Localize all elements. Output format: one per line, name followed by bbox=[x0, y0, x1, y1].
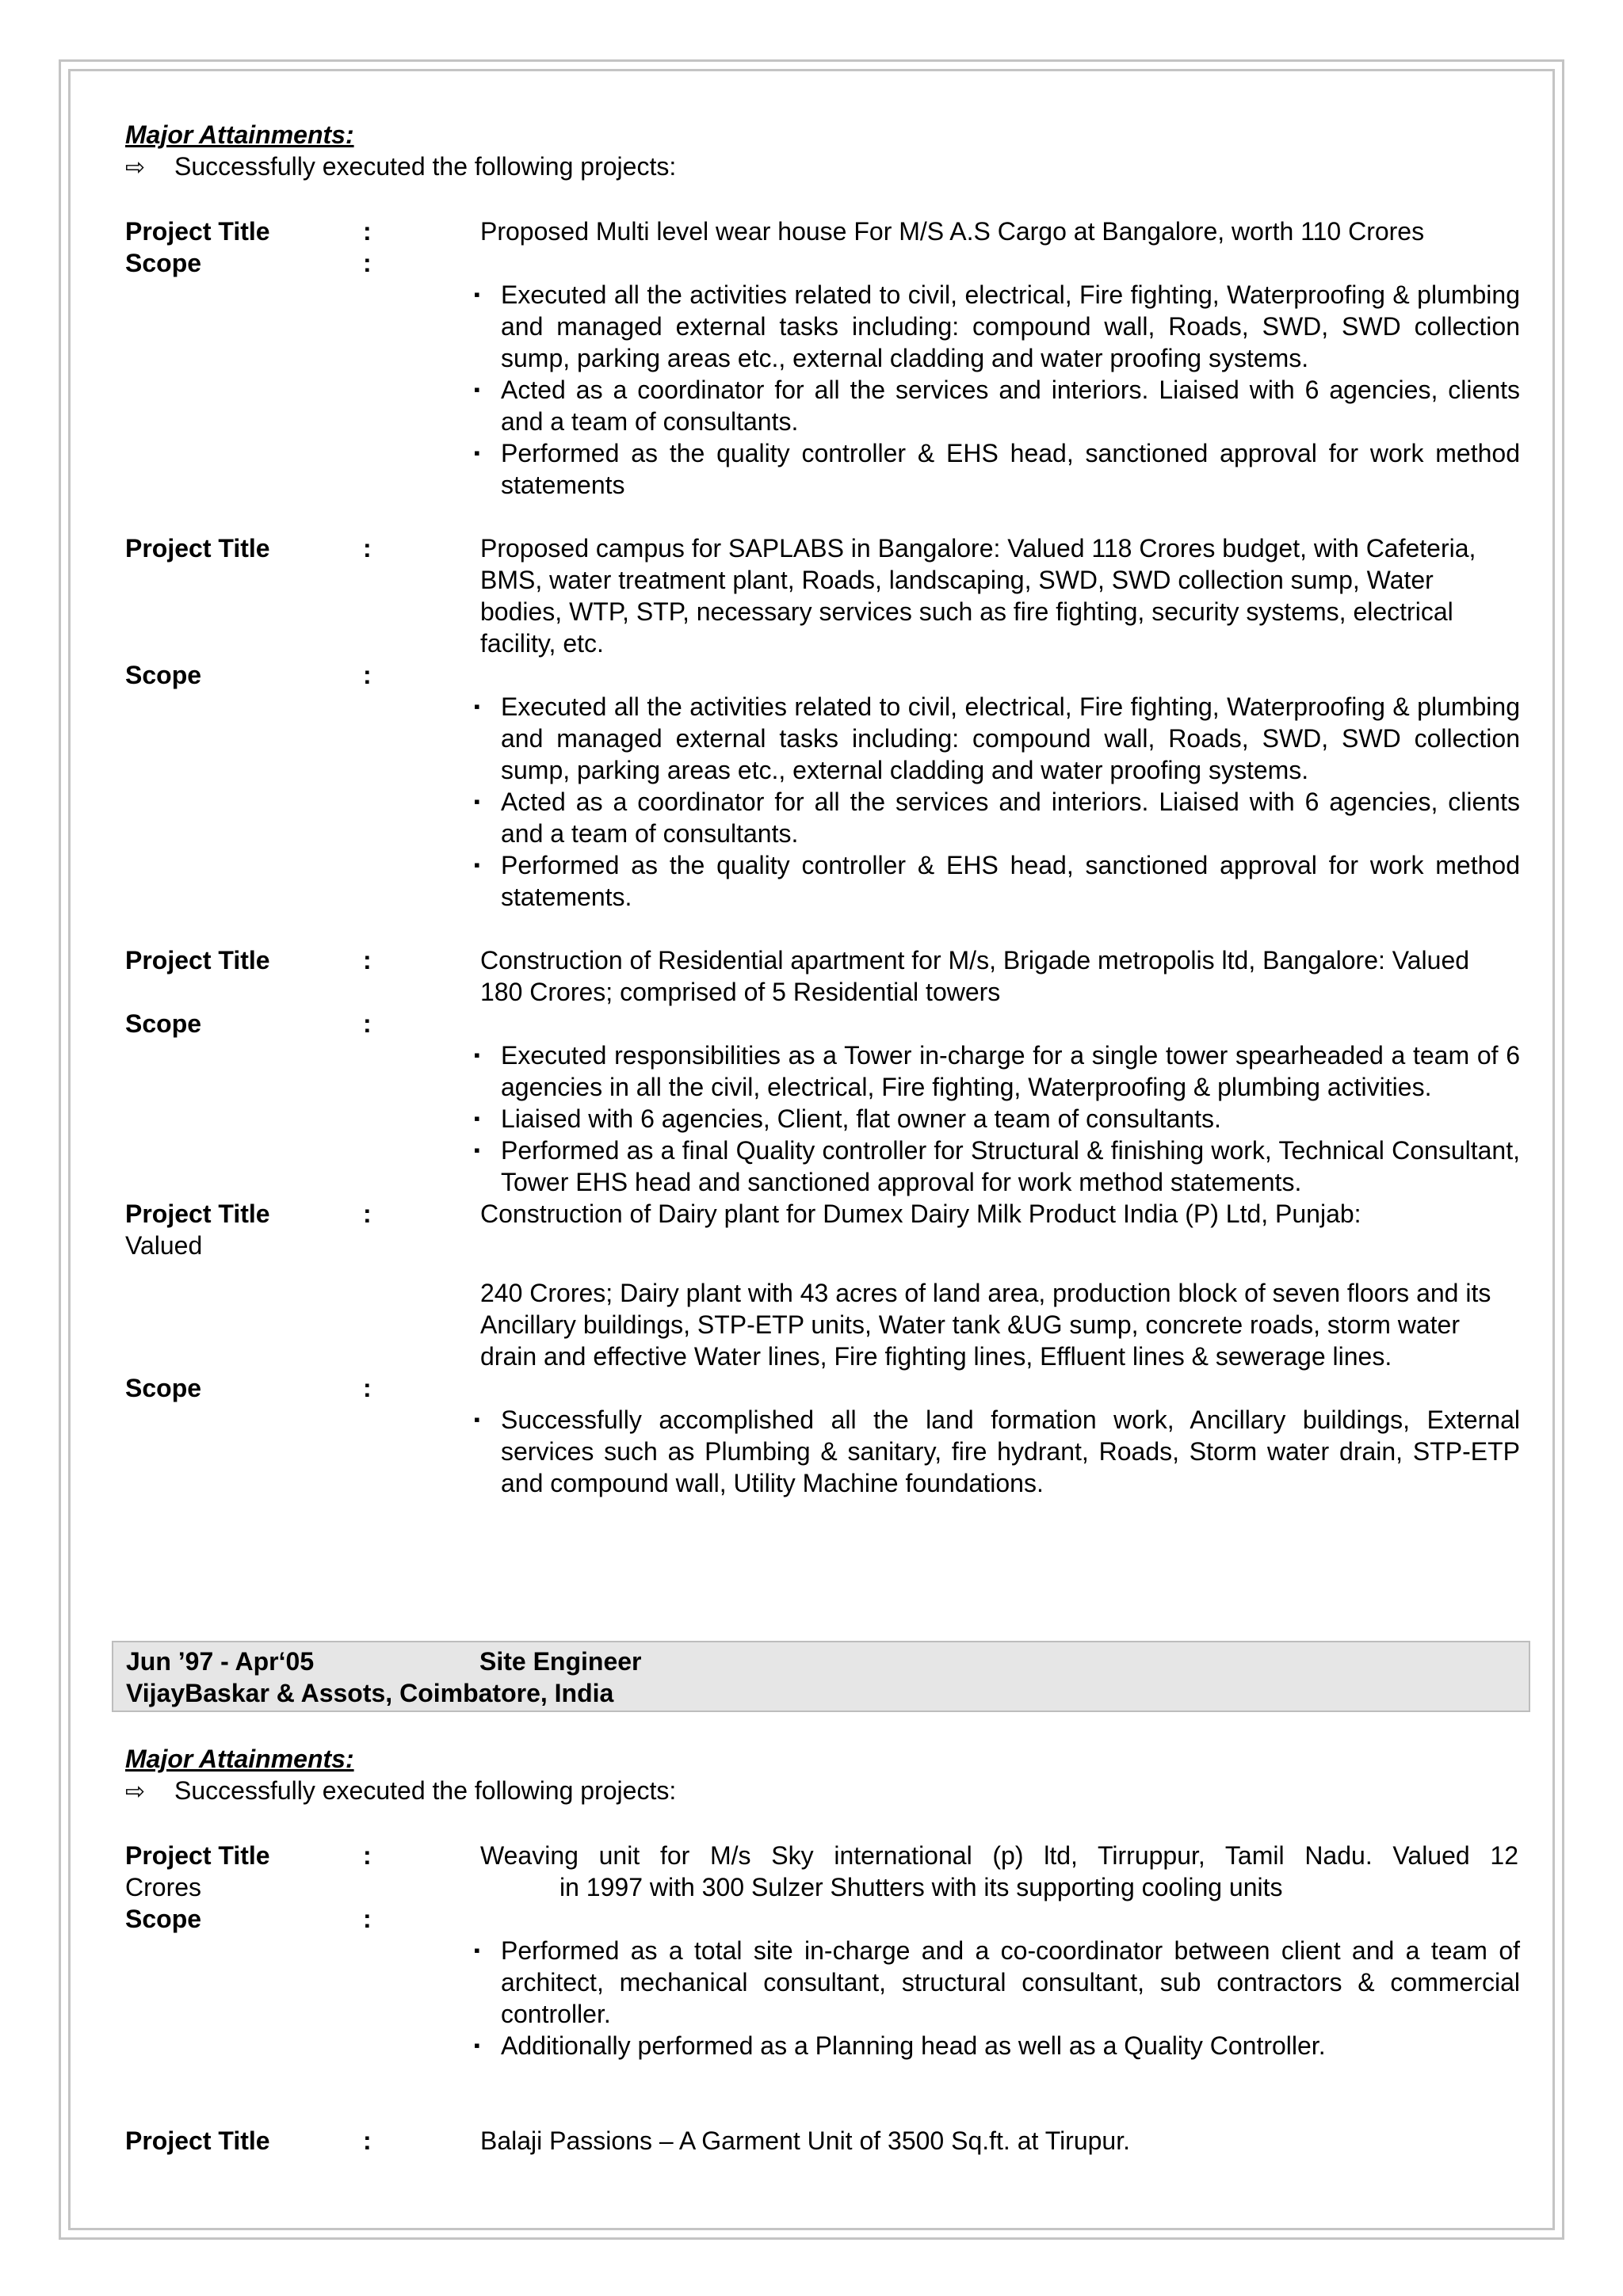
colon: : bbox=[363, 1199, 372, 1228]
list-item: ▪ Liaised with 6 agencies, Client, flat owner a team of consultants. bbox=[474, 1104, 1221, 1133]
list-item: ▪ Executed responsibilities as a Tower in-charge for a single tower spearheaded a team of 6 agencies in all the civil, electrical, Fire fighting, Waterproofing & plumbing activities. bbox=[474, 1041, 1520, 1101]
intro-text: Successfully executed the following projects: bbox=[174, 152, 677, 181]
list-item: ▪ Performed as the quality controller & EHS head, sanctioned approval for work method statements bbox=[474, 439, 1520, 499]
project-title-value: Weaving unit for M/s Sky international (p) ltd, Tirruppur, Tamil Nadu. Valued 12 bbox=[480, 1841, 1518, 1870]
scope-row bbox=[125, 1008, 1520, 1039]
bullet-icon: ▪ bbox=[474, 443, 480, 463]
intro-line bbox=[125, 1775, 1520, 1808]
colon: : bbox=[363, 1841, 372, 1870]
scope-row bbox=[125, 1903, 1520, 1935]
arrow-right-icon: ⇨ bbox=[125, 154, 146, 181]
project-title-row bbox=[125, 944, 1520, 1008]
project-title-label: Project Title bbox=[125, 2126, 270, 2155]
project-title-value: Proposed campus for SAPLABS in Bangalore: Valued 118 Crores budget, with Cafeteria, BMS, water treatment plant, Roads, landscaping, SWD, SWD collection sump, Water bodies, WTP, STP, necessary services such as fire fighting, security systems, electrical facility, etc. bbox=[480, 534, 1476, 658]
title-overflow-word: Valued bbox=[125, 1231, 203, 1260]
list-item: ▪ Performed as a total site in-charge and a co-coordinator between client and a team of architect, mechanical consultant, structural consultant, sub contractors & commercial controller. bbox=[474, 1936, 1520, 2028]
scope-row bbox=[125, 1372, 1520, 1404]
scope-label: Scope bbox=[125, 1905, 202, 1933]
project-title-value: Construction of Residential apartment for M/s, Brigade metropolis ltd, Bangalore: Valued 180 Crores; comprised of 5 Residential towers bbox=[480, 946, 1470, 1006]
major-attainments-heading: Major Attainments: bbox=[125, 1745, 354, 1773]
scope-bullet-list bbox=[125, 691, 1520, 913]
project-title-row bbox=[125, 1198, 1520, 1230]
bullet-icon: ▪ bbox=[474, 284, 480, 304]
scope-label: Scope bbox=[125, 661, 202, 689]
colon: : bbox=[363, 661, 372, 689]
arrow-right-icon: ⇨ bbox=[125, 1779, 146, 1805]
job-header-bar bbox=[112, 1641, 1530, 1712]
colon: : bbox=[363, 1905, 372, 1933]
list-item: ▪ Executed all the activities related to civil, electrical, Fire fighting, Waterproofing & plumbing and managed external tasks including: compound wall, Roads, SWD, SWD collection sump, parking areas etc., external cladding and water proofing systems. bbox=[474, 692, 1520, 784]
list-item: ▪ Performed as a final Quality controller for Structural & finishing work, Technical Consultant, Tower EHS head and sanctioned approval for work method statements. bbox=[474, 1136, 1520, 1196]
project-title-label: Project Title bbox=[125, 1199, 270, 1228]
bullet-icon: ▪ bbox=[474, 1940, 480, 1960]
scope-bullet-list bbox=[125, 1935, 1520, 2061]
project-title-value: Balaji Passions – A Garment Unit of 3500 Sq.ft. at Tirupur. bbox=[480, 2126, 1130, 2155]
project-title-value: Proposed Multi level wear house For M/S A.S Cargo at Bangalore, worth 110 Crores bbox=[480, 217, 1425, 246]
list-item: ▪ Executed all the activities related to civil, electrical, Fire fighting, Waterproofing & plumbing and managed external tasks including: compound wall, Roads, SWD, SWD collection sump, parking areas etc., external cladding and water proofing systems. bbox=[474, 280, 1520, 372]
project-title-value: Construction of Dairy plant for Dumex Dairy Milk Product India (P) Ltd, Punjab: bbox=[480, 1199, 1361, 1228]
project-title-continuation bbox=[125, 1871, 1520, 1903]
bullet-icon: ▪ bbox=[474, 1140, 480, 1160]
job-role: Site Engineer bbox=[479, 1647, 642, 1676]
project-title-value-cont: in 1997 with 300 Sulzer Shutters with its supporting cooling units bbox=[559, 1873, 1283, 1901]
scope-row bbox=[125, 659, 1520, 691]
colon: : bbox=[363, 249, 372, 277]
list-item: ▪ Acted as a coordinator for all the services and interiors. Liaised with 6 agencies, clients and a team of consultants. bbox=[474, 788, 1520, 848]
project-title-label: Project Title bbox=[125, 1841, 270, 1870]
colon: : bbox=[363, 946, 372, 974]
bullet-icon: ▪ bbox=[474, 1045, 480, 1065]
intro-text: Successfully executed the following projects: bbox=[174, 1776, 677, 1805]
colon: : bbox=[363, 534, 372, 563]
colon: : bbox=[363, 1009, 372, 1038]
bullet-icon: ▪ bbox=[474, 855, 480, 875]
intro-line bbox=[125, 151, 1520, 184]
project-title-row bbox=[125, 532, 1520, 659]
job-company: VijayBaskar & Assots, Coimbatore, India bbox=[126, 1679, 614, 1707]
project-title-value-cont: 240 Crores; Dairy plant with 43 acres of land area, production block of seven floors and its Ancillary buildings, STP-ETP units, Water tank &UG sump, concrete roads, storm water drain and effective Water lines, Fire fighting lines, Effluent lines & sewerage lines. bbox=[480, 1279, 1491, 1371]
scope-label: Scope bbox=[125, 249, 202, 277]
project-title-continuation bbox=[125, 1277, 1520, 1372]
bullet-icon: ▪ bbox=[474, 379, 480, 399]
colon: : bbox=[363, 2126, 372, 2155]
list-item: ▪ Performed as the quality controller & EHS head, sanctioned approval for work method statements. bbox=[474, 851, 1520, 911]
resume-page-continued bbox=[125, 1743, 1520, 2157]
scope-bullet-list bbox=[125, 1039, 1520, 1198]
list-item: ▪ Acted as a coordinator for all the services and interiors. Liaised with 6 agencies, clients and a team of consultants. bbox=[474, 376, 1520, 436]
bullet-icon: ▪ bbox=[474, 1409, 480, 1429]
list-item: ▪ Additionally performed as a Planning head as well as a Quality Controller. bbox=[474, 2031, 1326, 2060]
project-title-row bbox=[125, 2125, 1520, 2157]
project-title-label: Project Title bbox=[125, 946, 270, 974]
project-title-label: Project Title bbox=[125, 534, 270, 563]
colon: : bbox=[363, 1374, 372, 1402]
major-attainments-heading: Major Attainments: bbox=[125, 120, 354, 149]
scope-bullet-list bbox=[125, 279, 1520, 501]
bullet-icon: ▪ bbox=[474, 696, 480, 716]
project-title-row bbox=[125, 1840, 1520, 1871]
job-dates: Jun ’97 - Apr‘05 bbox=[126, 1647, 315, 1676]
list-item: ▪ Successfully accomplished all the land formation work, Ancillary buildings, External services such as Plumbing & sanitary, fire hydrant, Roads, Storm water drain, STP-ETP and compound wall, Utility Machine foundations. bbox=[474, 1405, 1520, 1497]
scope-label: Scope bbox=[125, 1009, 202, 1038]
project-title-row bbox=[125, 215, 1520, 247]
project-title-label: Project Title bbox=[125, 217, 270, 246]
bullet-icon: ▪ bbox=[474, 2035, 480, 2055]
colon: : bbox=[363, 217, 372, 246]
title-overflow-word: Crores bbox=[125, 1873, 202, 1901]
bullet-icon: ▪ bbox=[474, 791, 480, 811]
bullet-icon: ▪ bbox=[474, 1108, 480, 1128]
scope-row bbox=[125, 247, 1520, 279]
scope-label: Scope bbox=[125, 1374, 202, 1402]
resume-page bbox=[125, 119, 1520, 1499]
scope-bullet-list bbox=[125, 1404, 1520, 1499]
